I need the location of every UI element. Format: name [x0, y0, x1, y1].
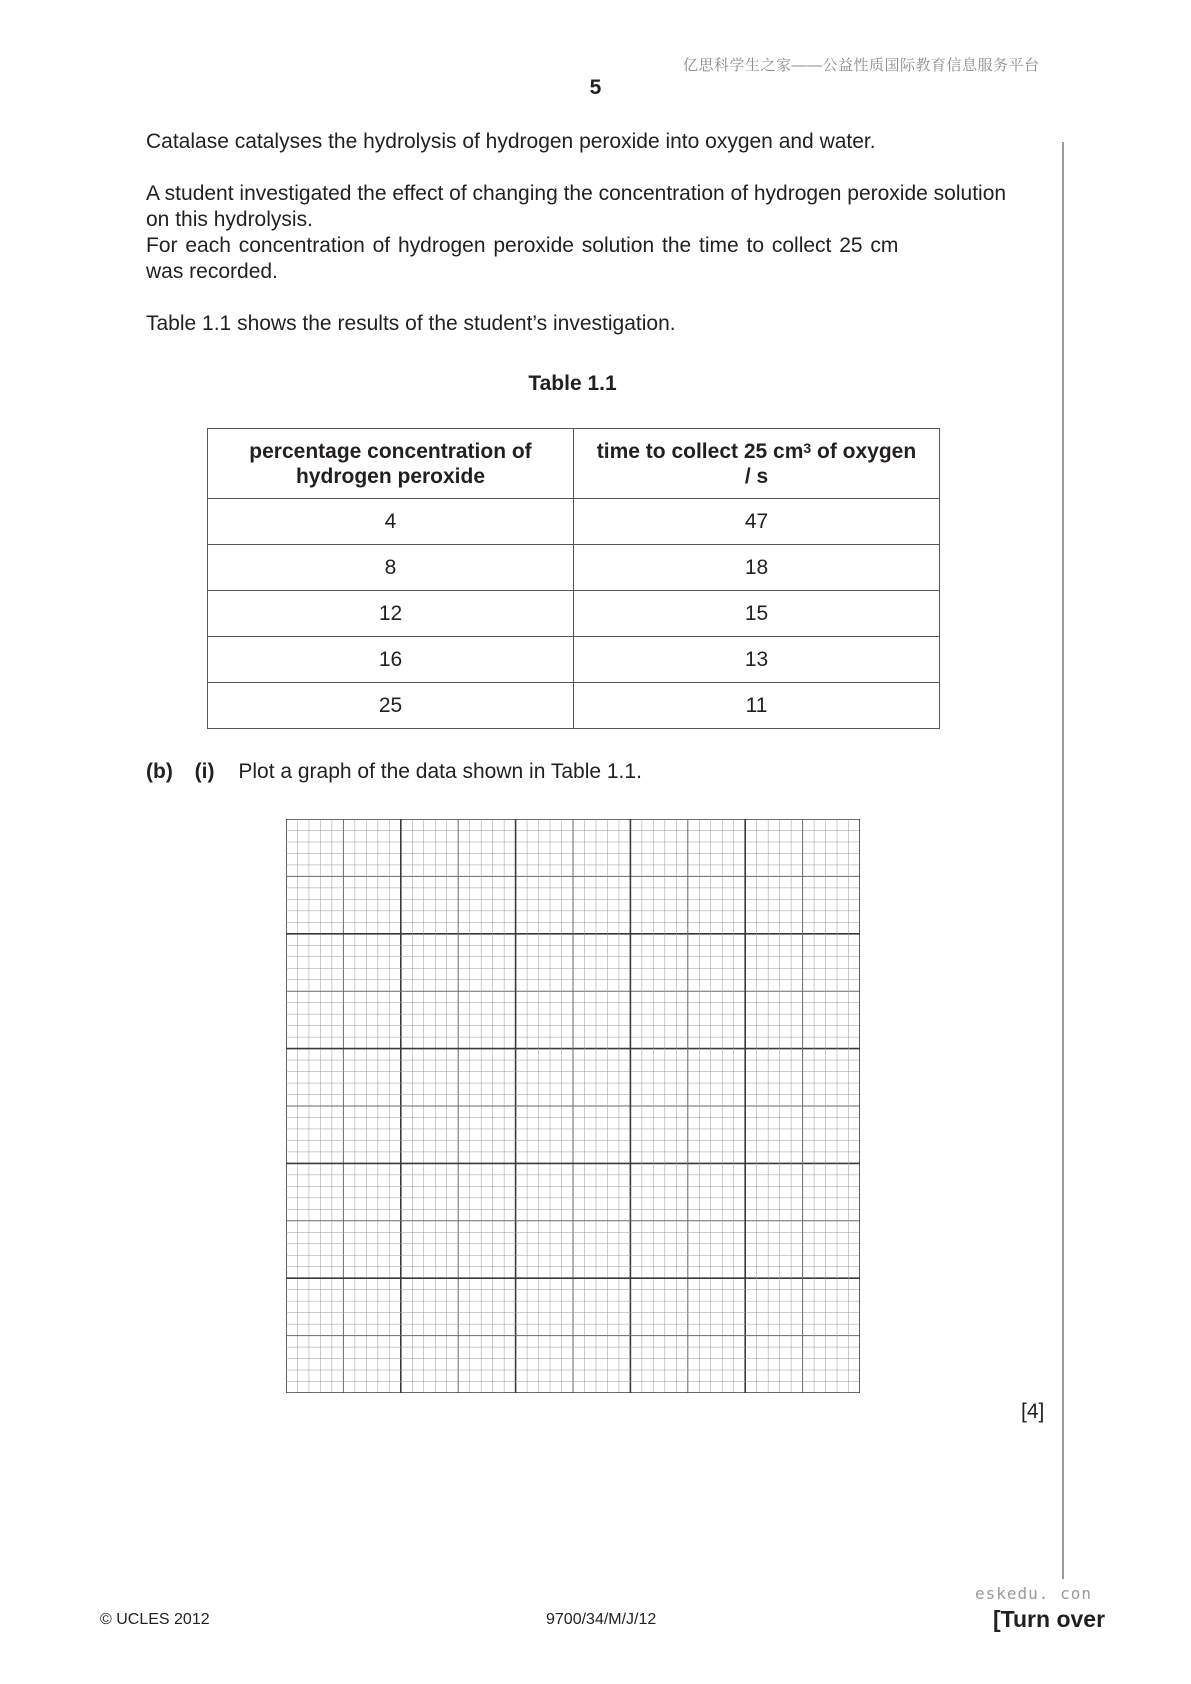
concentration-cell: 8: [208, 545, 574, 591]
header-watermark: 亿思科学生之家——公益性质国际教育信息服务平台: [683, 57, 1040, 74]
time-header-text: time to collect 25 cm: [596, 439, 804, 463]
investigation-paragraph: [146, 181, 1046, 285]
table-header-row: [208, 429, 940, 499]
concentration-cell: 16: [208, 637, 574, 683]
footer-watermark: eskedu. con: [975, 1584, 1092, 1603]
turn-over-label: [Turn over: [993, 1606, 1106, 1632]
question-subpart-label: (i): [194, 760, 215, 783]
time-header-line-1: [574, 439, 939, 464]
question-part-label: (b): [146, 760, 173, 783]
table-caption: Table 1.1: [528, 372, 617, 395]
table-row: [208, 545, 940, 591]
table-row: [208, 683, 940, 729]
time-header-superscript: 3: [803, 439, 812, 456]
concentration-cell: 25: [208, 683, 574, 729]
time-header-suffix: of oxygen: [811, 439, 917, 463]
time-cell: 47: [574, 499, 940, 545]
concentration-cell: 4: [208, 499, 574, 545]
time-cell: 13: [574, 637, 940, 683]
concentration-header: [208, 429, 574, 499]
time-header-line-2: / s: [744, 464, 769, 488]
table-reference-paragraph: Table 1.1 shows the results of the student’s investigation.: [146, 312, 676, 335]
table-row: [208, 591, 940, 637]
intro-paragraph: Catalase catalyses the hydrolysis of hydrogen peroxide into oxygen and water.: [146, 130, 876, 153]
table-row: [208, 637, 940, 683]
question-b-i: [146, 760, 642, 784]
investigation-line-4: was recorded.: [146, 260, 278, 283]
margin-line: [1062, 142, 1064, 1579]
graph-grid[interactable]: [286, 819, 860, 1393]
time-header: [574, 429, 940, 499]
marks-label: [4]: [1021, 1400, 1045, 1423]
copyright-notice: © UCLES 2012: [100, 1611, 210, 1628]
paper-code: 9700/34/M/J/12: [546, 1611, 657, 1628]
question-text: Plot a graph of the data shown in Table 1.1.: [238, 760, 642, 783]
concentration-cell: 12: [208, 591, 574, 637]
concentration-header-line-2: hydrogen peroxide: [295, 464, 486, 488]
concentration-header-line-1: percentage concentration of: [249, 439, 532, 463]
time-cell: 11: [574, 683, 940, 729]
investigation-line-1: A student investigated the effect of changing the concentration of hydrogen peroxide solution: [146, 182, 1007, 205]
time-cell: 15: [574, 591, 940, 637]
investigation-line-3: For each concentration of hydrogen peroxide solution the time to collect 25 cm: [146, 234, 899, 257]
time-cell: 18: [574, 545, 940, 591]
page-number: 5: [589, 76, 602, 99]
results-table: [207, 428, 940, 729]
table-row: [208, 499, 940, 545]
investigation-line-2: on this hydrolysis.: [146, 208, 313, 231]
